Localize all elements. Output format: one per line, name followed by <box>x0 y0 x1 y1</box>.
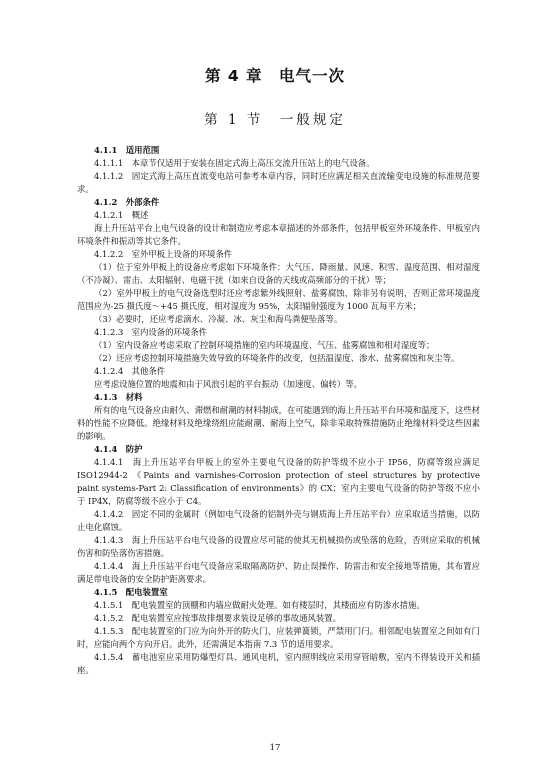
paragraph: 4.1.1.1 本章节仅适用于安装在固定式海上高压交流升压站上的电气设备。 <box>94 158 375 168</box>
paragraph: 4.1.5.1 配电装置室的顶棚和内墙应做耐火处理。如有楼层时，其楼面应有防渗水措施。 <box>94 600 425 610</box>
paragraph: 4.1.1.2 固定式海上高压直流变电站可参考本章内容，同时还应满足相关直流输变电设施的标准规范要求。 <box>77 171 480 194</box>
list-item: （2）还应考虑控制环境措施失效导致的环境条件的改变，包括温湿度、渗水、盐雾腐蚀和灰尘等。 <box>94 353 460 363</box>
paragraph: 4.1.4.3 海上升压站平台电气设备的设置应尽可能的使其无机械损伤或坠落的危险，否则应采取的机械伤害和防坠落伤害措施。 <box>77 535 480 558</box>
list-item: （1）室内设备应考虑采取了控制环境措施的室内环境温度、气压、盐雾腐蚀和相对湿度等； <box>94 340 435 350</box>
page-number: 17 <box>269 743 281 753</box>
heading-4-1-3: 4.1.3 材料 <box>94 392 143 402</box>
body-text <box>77 144 480 677</box>
paragraph: 海上升压站平台上电气设备的设计和制造应考虑本章描述的外部条件，包括甲板室外环境条件、甲板室内环境条件和振动等其它条件。 <box>77 223 480 246</box>
heading-4-1-5: 4.1.5 配电装置室 <box>94 587 168 597</box>
chapter-title: 第 4 章 电气一次 <box>204 67 346 85</box>
paragraph: 4.1.5.3 配电装置室的门应为向外开的防火门，应装弹簧锁，严禁用门闩。相邻配电装置室之间如有门时，应能向两个方向开启。此外，还需满足本指南 7.3 节的适用要求。 <box>77 626 480 649</box>
heading-4-1-2-3: 4.1.2.3 室内设备的环境条件 <box>94 327 208 337</box>
paragraph: 4.1.5.4 蓄电池室应采用防爆型灯具、通风电机，室内照明线应采用穿管暗敷，室内不得装设开关和插座。 <box>77 652 480 675</box>
section-title: 第 1 节 一般规定 <box>204 112 346 128</box>
paragraph: 4.1.4.1 海上升压站平台甲板上的室外主要电气设备的防护等级不应小于 IP56，防腐等级应满足 ISO12944-2 《Paints and varnishes-Corrosion protection of steel structures by protective paint systems-Part 2: Classification of environments》的 CX；室内主要电气设备的防护等级不应小于 IP4X，防腐等级不应小于 C4。 <box>77 457 480 506</box>
heading-4-1-2-2: 4.1.2.2 室外甲板上设备的环境条件 <box>94 249 233 259</box>
paragraph: 应考虑设施位置的地震和由于风浪引起的平台振动（加速度、偏转）等。 <box>94 379 362 389</box>
paragraph: 4.1.4.2 固定不同的金属时（例如电气设备的铝制外壳与钢质海上升压站平台）应采取适当措施，以防止电化腐蚀。 <box>77 509 480 532</box>
heading-4-1-4: 4.1.4 防护 <box>94 444 143 454</box>
heading-4-1-2: 4.1.2 外部条件 <box>94 197 160 207</box>
list-item: （1）位于室外甲板上的设备应考虑如下环境条件：大气压、降雨量、风速、积雪、温度范围、相对湿度（不冷凝）、雷击、太阳辐射、电磁干扰（如来自设备的天线或高频部分的干扰）等； <box>77 262 480 285</box>
heading-4-1-2-1: 4.1.2.1 概述 <box>94 210 149 220</box>
heading-4-1-1: 4.1.1 适用范围 <box>94 145 160 155</box>
paragraph: 所有的电气设备应由耐久、滞燃和耐潮的材料制成，在可能遇到的海上升压站平台环境和温度下，这些材料的性能不应降低。绝缘材料及绝缘绕组应能耐潮、耐海上空气，除非采取特殊措施防止绝缘材料受这些因素的影响。 <box>77 405 480 441</box>
paragraph: 4.1.4.4 海上升压站平台电气设备应采取隔离防护、防止误操作、防雷击和安全接地等措施，其布置应满足带电设备的安全防护距离要求。 <box>77 561 480 584</box>
paragraph: 4.1.5.2 配电装置室应按事故排烟要求装设足够的事故通风装置。 <box>94 613 342 623</box>
list-item: （3）必要时，还应考虑滴水、冷凝、冰、灰尘和海鸟粪便坠落等。 <box>94 314 343 324</box>
list-item: （2）室外甲板上的电气设备选型时还应考虑紫外线照射、盐雾腐蚀，除非另有说明，否则正常环境温度范围应为-25 摄氏度～+45 摄氏度，相对湿度为 95%，太阳辐射强度为 1000 瓦每平方米； <box>77 288 480 311</box>
heading-4-1-2-4: 4.1.2.4 其他条件 <box>94 366 166 376</box>
